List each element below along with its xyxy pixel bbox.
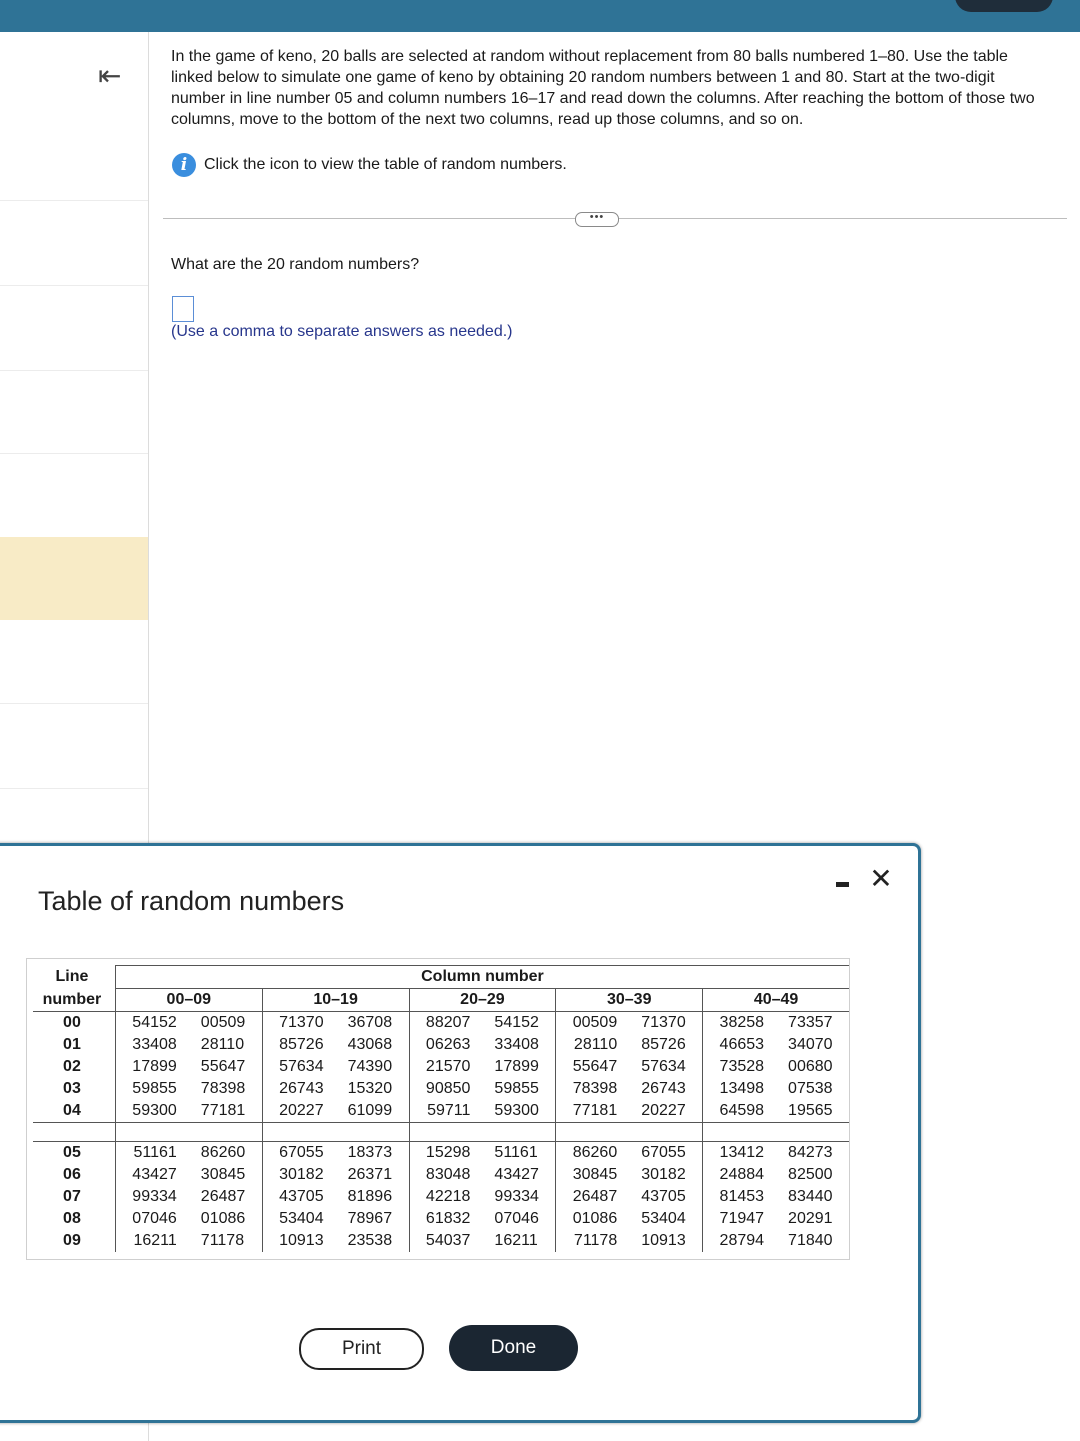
table-cell: 43427 [482, 1164, 555, 1186]
close-icon[interactable]: ✕ [869, 863, 893, 894]
table-row [33, 1208, 849, 1230]
table-cell: 71178 [189, 1230, 262, 1252]
table-cell: 67055 [262, 1142, 335, 1165]
group-header: 30–39 [556, 989, 703, 1012]
table-cell: 20227 [262, 1100, 335, 1123]
table-row [33, 1186, 849, 1208]
line-number: 09 [33, 1230, 115, 1252]
table-cell: 10913 [279, 1232, 324, 1249]
table-cell: 17899 [132, 1058, 177, 1075]
dialog-title: Table of random numbers [38, 886, 345, 916]
sidebar-divider [0, 285, 148, 286]
table-cell: 99334 [482, 1186, 555, 1208]
table-cell: 43705 [279, 1188, 324, 1205]
table-cell: 71178 [573, 1232, 618, 1249]
line-number: 04 [33, 1100, 115, 1123]
table-cell: 20291 [788, 1210, 833, 1227]
table-cell: 81896 [336, 1186, 409, 1208]
line-number: 02 [33, 1056, 115, 1078]
random-table-dialog [0, 843, 921, 1423]
table-cell: 38258 [719, 1014, 765, 1031]
table-cell: 51161 [115, 1142, 188, 1165]
table-cell: 07538 [788, 1080, 833, 1097]
table-cell: 15298 [409, 1142, 482, 1165]
done-button[interactable]: Done [449, 1325, 578, 1371]
expand-more-button[interactable]: ••• [575, 212, 619, 227]
table-cell: 71370 [629, 1012, 702, 1035]
table-cell: 54152 [482, 1012, 555, 1035]
table-row [33, 1034, 849, 1056]
table-cell: 86260 [556, 1142, 629, 1165]
table-cell: 43068 [336, 1034, 409, 1056]
table-cell: 86260 [189, 1142, 262, 1165]
random-number-table [26, 958, 850, 1260]
table-cell: 00509 [572, 1014, 618, 1031]
table-cell: 15320 [336, 1078, 409, 1100]
table-cell: 16211 [133, 1232, 177, 1249]
sidebar-selected-item[interactable] [0, 537, 148, 620]
table-cell: 57634 [629, 1056, 702, 1078]
table-cell: 83048 [425, 1166, 471, 1183]
table-cell: 59855 [132, 1080, 177, 1097]
table-cell: 26743 [629, 1078, 702, 1100]
table-row [33, 1100, 849, 1123]
line-number: 06 [33, 1164, 115, 1186]
table-row [33, 1078, 849, 1100]
table-cell: 24884 [719, 1166, 765, 1183]
table-cell: 13412 [703, 1142, 776, 1165]
spacer-cell [409, 1123, 482, 1142]
table-cell: 59300 [115, 1100, 188, 1123]
table-cell: 59711 [409, 1100, 482, 1123]
line-number: 03 [33, 1078, 115, 1100]
info-link-text[interactable]: Click the icon to view the table of random numbers. [204, 156, 567, 173]
print-button[interactable]: Print [299, 1328, 424, 1370]
table-cell: 26487 [572, 1188, 618, 1205]
block-spacer [33, 1123, 849, 1142]
spacer-cell [189, 1123, 262, 1142]
table-cell: 34070 [788, 1036, 833, 1053]
info-link-row[interactable] [172, 152, 567, 178]
table-cell: 85726 [629, 1034, 702, 1056]
spacer-cell [629, 1123, 702, 1142]
table-cell: 36708 [336, 1012, 409, 1035]
table-cell: 55647 [572, 1058, 618, 1075]
table-cell: 74390 [336, 1056, 409, 1078]
spacer-cell [33, 1123, 115, 1142]
collapse-sidebar-icon[interactable]: ⇤ [98, 60, 122, 91]
spacer-cell [336, 1123, 409, 1142]
table-cell: 81453 [719, 1188, 765, 1205]
info-icon[interactable]: i [172, 153, 196, 177]
table-cell: 59855 [482, 1078, 555, 1100]
table-cell: 53404 [629, 1208, 702, 1230]
table-row [33, 1012, 849, 1035]
table-cell: 64598 [703, 1100, 776, 1123]
table-cell: 61832 [425, 1210, 471, 1227]
line-number: 07 [33, 1186, 115, 1208]
table-cell: 73528 [719, 1058, 765, 1075]
table-cell: 33408 [482, 1034, 555, 1056]
table-cell: 30182 [629, 1164, 702, 1186]
table-cell: 23538 [336, 1230, 409, 1252]
table-cell: 28794 [719, 1232, 765, 1249]
table-cell: 73357 [788, 1014, 833, 1031]
table-cell: 59300 [482, 1100, 555, 1123]
line-number: 08 [33, 1208, 115, 1230]
table-cell: 07046 [132, 1210, 177, 1227]
line-number: 00 [33, 1012, 115, 1035]
answer-prompt: What are the 20 random numbers? [171, 256, 420, 273]
spacer-cell [115, 1123, 188, 1142]
table-cell: 88207 [425, 1014, 471, 1031]
table-cell: 51161 [482, 1142, 555, 1165]
table-cell: 01086 [572, 1210, 618, 1227]
spacer-cell [262, 1123, 335, 1142]
table-cell: 01086 [189, 1208, 262, 1230]
table-cell: 43705 [629, 1186, 702, 1208]
spacer-cell [556, 1123, 629, 1142]
sidebar-divider [0, 453, 148, 454]
table-cell: 77181 [189, 1100, 262, 1123]
table-cell: 99334 [132, 1188, 177, 1205]
sidebar-divider [0, 370, 148, 371]
table-row [33, 1056, 849, 1078]
spacer-cell [482, 1123, 555, 1142]
table-cell: 10913 [629, 1230, 702, 1252]
table-cell: 78398 [189, 1078, 262, 1100]
table-cell: 30845 [572, 1166, 618, 1183]
sidebar-divider [0, 788, 148, 789]
table-cell: 85726 [279, 1036, 324, 1053]
group-header: 40–49 [703, 989, 849, 1012]
table-cell: 30845 [189, 1164, 262, 1186]
answer-input[interactable] [172, 296, 194, 322]
table-cell: 54152 [132, 1014, 177, 1031]
line-number: 05 [33, 1142, 115, 1165]
table-cell: 26371 [336, 1164, 409, 1186]
table-cell: 55647 [189, 1056, 262, 1078]
table-cell: 00509 [189, 1012, 262, 1035]
table-cell: 57634 [279, 1058, 324, 1075]
table-cell: 82500 [788, 1166, 833, 1183]
table-cell: 00680 [788, 1058, 833, 1075]
answer-hint: (Use a comma to separate answers as needed.) [171, 323, 513, 340]
table-cell: 33408 [132, 1036, 177, 1053]
table-cell: 26487 [189, 1186, 262, 1208]
table-cell: 20227 [629, 1100, 702, 1123]
table-cell: 43427 [132, 1166, 177, 1183]
sidebar-divider [0, 703, 148, 704]
table-row [33, 1164, 849, 1186]
table-cell: 19565 [776, 1100, 849, 1123]
table-cell: 53404 [279, 1210, 324, 1227]
column-number-header: Column number [115, 966, 849, 989]
table-cell: 06263 [425, 1036, 471, 1053]
sidebar-divider [0, 200, 148, 201]
group-header: 20–29 [409, 989, 556, 1012]
line-number: 01 [33, 1034, 115, 1056]
line-header-1: Line [33, 966, 115, 989]
table-cell: 26743 [279, 1080, 324, 1097]
table-cell: 42218 [425, 1188, 471, 1205]
random-number-grid [33, 965, 849, 1252]
minimize-icon[interactable] [832, 872, 856, 896]
table-cell: 71840 [788, 1232, 833, 1249]
table-cell: 78967 [336, 1208, 409, 1230]
group-header: 10–19 [262, 989, 409, 1012]
table-cell: 67055 [629, 1142, 702, 1165]
top-bar-button[interactable] [955, 0, 1053, 12]
table-cell: 61099 [336, 1100, 409, 1123]
table-cell: 90850 [425, 1080, 471, 1097]
group-header: 00–09 [115, 989, 262, 1012]
table-cell: 54037 [425, 1232, 471, 1249]
line-header-2: number [33, 989, 115, 1012]
table-cell: 17899 [482, 1056, 555, 1078]
table-cell: 30182 [279, 1166, 324, 1183]
table-cell: 78398 [572, 1080, 618, 1097]
table-cell: 28110 [189, 1034, 262, 1056]
table-cell: 77181 [556, 1100, 629, 1123]
table-cell: 71370 [279, 1014, 324, 1031]
table-row [33, 1142, 849, 1165]
table-cell: 13498 [719, 1080, 765, 1097]
table-cell: 46653 [719, 1036, 765, 1053]
table-cell: 71947 [719, 1210, 765, 1227]
table-cell: 28110 [573, 1036, 618, 1053]
table-cell: 16211 [482, 1230, 555, 1252]
question-text: In the game of keno, 20 balls are selected at random without replacement from 80 balls numbered 1–80. Use the table linked below to simulate one game of keno by obtaining 20 random numbers between 1 and 80. Start at the two-digit number in line number 05 and column numbers 16–17 and read down the columns. After reaching the bottom of those two columns, move to the bottom of the next two columns, read up those columns, and so on. [171, 48, 1035, 128]
spacer-cell [703, 1123, 776, 1142]
table-cell: 07046 [482, 1208, 555, 1230]
table-cell: 83440 [788, 1188, 833, 1205]
table-cell: 18373 [336, 1142, 409, 1165]
table-cell: 21570 [425, 1058, 471, 1075]
table-row [33, 1230, 849, 1252]
top-bar [0, 0, 1080, 32]
table-cell: 84273 [776, 1142, 849, 1165]
spacer-cell [776, 1123, 849, 1142]
